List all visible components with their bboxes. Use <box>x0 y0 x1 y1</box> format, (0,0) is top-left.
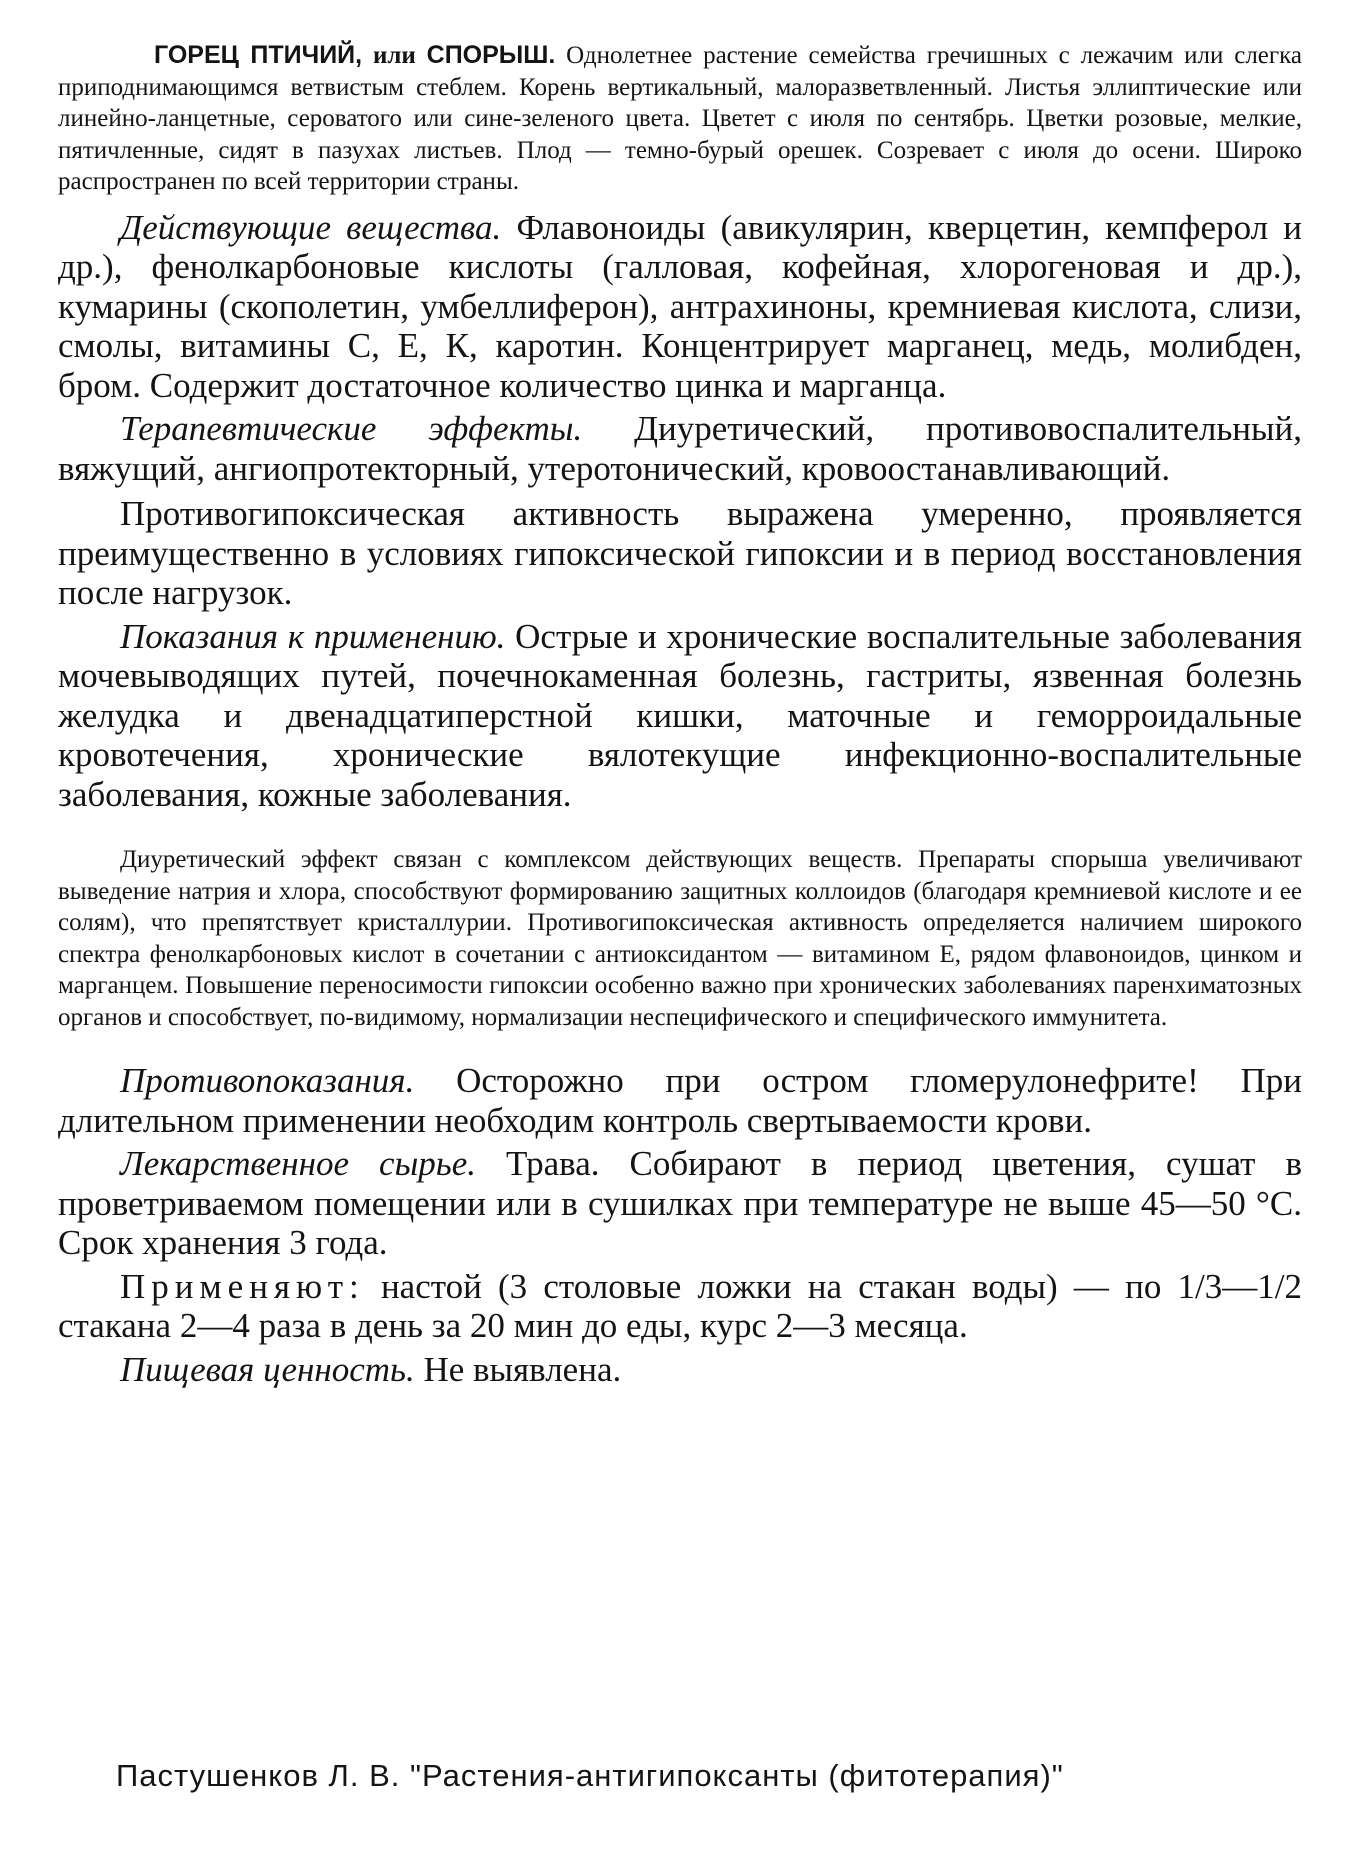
contraindications-label: Противопоказания. <box>120 1061 415 1100</box>
indications-text: Острые и хронические воспалительные заболевания мочевыводящих путей, почечнокаменная болезнь, гастриты, язвенная болезнь желудка и двенадцатиперстной кишки, маточные и геморроидальные кровотечения, хронические вялотекущие инфекционно-воспалительные заболевания, кожные заболевания. <box>58 616 1302 814</box>
active-substances-label: Действующие вещества. <box>120 207 502 247</box>
entry-description-text: Однолетнее растение семейства гречишных с лежачим или слегка приподнимающимся ветвистым стеблем. Корень вертикальный, малоразветвленный. Листья эллиптические или линейно-ланцетные, сероватого или сине-зеленого цвета. Цветет с июля по сентябрь. Цветки розовые, мелкие, пятичленные, сидят в пазухах листьев. Плод — темно-бурый орешек. Созревает с июля до осени. Широко распространен по всей территории страны. <box>58 42 1303 195</box>
note-paragraph: Диуретический эффект связан с комплексом действующих веществ. Препараты спорыша увеличивают выведение натрия и хлора, способствуют формированию защитных коллоидов (благодаря кремниевой кислоте и ее солям), что препятствует кристаллурии. Противогипоксическая активность определяется наличием широкого спектра фенолкарбоновых кислот в сочетании с антиоксидантом — витамином Е, рядом флавоноидов, цинком и марганцем. Повышение переносимости гипоксии особенно важно при хронических заболеваниях паренхиматозных органов и способствует, по-видимому, нормализации неспецифического и специфического иммунитета. <box>58 846 1302 1031</box>
active-substances-paragraph <box>58 208 1302 406</box>
therapeutic-effects-text: Диуретический, противовоспалительный, вяжущий, ангиопротекторный, утеротонический, кровоостанавливающий. <box>58 409 1303 488</box>
raw-material-label: Лекарственное сырье. <box>120 1144 477 1183</box>
indications-paragraph <box>58 617 1302 815</box>
food-value-paragraph <box>58 1350 1302 1390</box>
source-citation: Пастушенков Л. В. "Растения-антигипоксанты (фитотерапия)" <box>116 1758 1064 1793</box>
entry-title: ГОРЕЦ ПТИЧИЙ, <box>154 41 363 69</box>
therapeutic-effects-paragraph <box>58 409 1302 488</box>
entry-or: или <box>372 42 416 69</box>
active-substances-text: Флавоноиды (авикулярин, кверцетин, кемпферол и др.), фенолкарбоновые кислоты (галловая, кофейная, хлорогеновая и др.), кумарины (скополетин, умбеллиферон), антрахиноны, кремниевая кислота, слизи, смолы, витамины С, Е, К, каротин. Концентрирует марганец, медь, молибден, бром. Содержит достаточное количество цинка и марганца. <box>58 207 1302 405</box>
food-value-label: Пищевая ценность. <box>120 1349 415 1389</box>
raw-material-paragraph <box>58 1144 1302 1263</box>
entry-description <box>58 40 1302 198</box>
usage-text: настой (3 столовые ложки на стакан воды) — по 1/3—1/2 стакана 2—4 раза в день за 20 мин до еды, курс 2—3 месяца. <box>58 1266 1303 1345</box>
food-value-text: Не выявлена. <box>423 1349 622 1389</box>
hypoxia-paragraph: Противогипоксическая активность выражена умеренно, проявляется преимущественно в условиях гипоксической гипоксии и в период восстановления после нагрузок. <box>58 494 1302 612</box>
usage-paragraph <box>58 1267 1302 1346</box>
entry-alt-name: СПОРЫШ. <box>426 41 556 69</box>
indications-label: Показания к применению. <box>120 616 506 656</box>
raw-material-text: Трава. Собирают в период цветения, сушат в проветриваемом помещении или в сушилках при температуре не выше 45—50 °С. Срок хранения 3 года. <box>58 1144 1303 1262</box>
usage-label: Применяют: <box>120 1266 365 1306</box>
therapeutic-effects-label: Терапевтические эффекты. <box>120 409 583 448</box>
contraindications-text: Осторожно при остром гломерулонефрите! При длительном применении необходим контроль свертываемости крови. <box>58 1061 1302 1140</box>
contraindications-paragraph <box>58 1061 1302 1140</box>
